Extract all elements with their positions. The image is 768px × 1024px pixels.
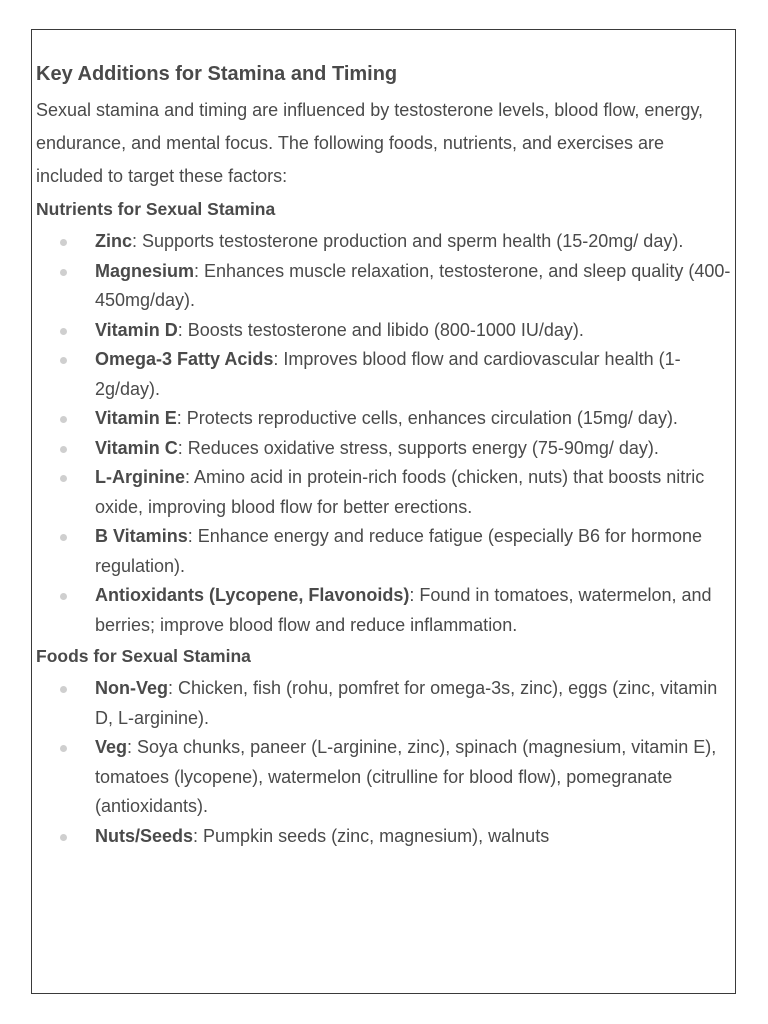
item-term: Vitamin E: [95, 408, 177, 428]
item-text: : Chicken, fish (rohu, pomfret for omega-3s, zinc), eggs (zinc, vitamin D, L-arginine).: [95, 678, 718, 728]
bullet-icon: [60, 534, 67, 541]
nutrients-list: [36, 227, 732, 640]
item-text: : Protects reproductive cells, enhances circulation (15mg/ day).: [176, 408, 678, 428]
item-term: Antioxidants (Lycopene, Flavonoids): [95, 585, 410, 605]
item-text: : Found in tomatoes, watermelon, and berries; improve blood flow and reduce inflammation.: [95, 585, 712, 635]
item-text: : Supports testosterone production and sperm health (15-20mg/ day).: [132, 231, 684, 251]
bullet-icon: [60, 239, 67, 246]
intro-paragraph: Sexual stamina and timing are influenced by testosterone levels, blood flow, energy, endurance, and mental focus. The following foods, nutrients, and exercises are included to target these factors:: [36, 100, 704, 186]
list-item: [36, 463, 732, 522]
bullet-icon: [60, 416, 67, 423]
item-term: Veg: [95, 737, 128, 757]
item-term: Nuts/Seeds: [95, 825, 194, 846]
item-term: Vitamin D: [95, 319, 178, 340]
item-text: : Reduces oxidative stress, supports energy (75-90mg/ day).: [177, 437, 659, 458]
item-text: : Enhances muscle relaxation, testosterone, and sleep quality (400-450mg/day).: [95, 260, 731, 310]
list-item: [36, 404, 732, 434]
item-term: Zinc: [95, 231, 133, 251]
item-term: B Vitamins: [95, 526, 188, 546]
bullet-icon: [60, 328, 67, 335]
list-item: [36, 522, 732, 581]
item-text: : Boosts testosterone and libido (800-1000 IU/day).: [177, 319, 584, 340]
list-item: [36, 257, 732, 316]
item-term: L-Arginine: [95, 467, 185, 487]
list-item: [36, 581, 732, 640]
item-term: Magnesium: [95, 260, 195, 281]
list-item: [36, 227, 732, 257]
bullet-icon: [60, 593, 67, 600]
item-term: Vitamin C: [95, 437, 178, 458]
bullet-icon: [60, 475, 67, 482]
list-item: [36, 345, 732, 404]
bullet-icon: [60, 269, 67, 276]
item-text: : Amino acid in protein-rich foods (chicken, nuts) that boosts nitric oxide, improving blood flow for better erections.: [95, 467, 705, 517]
list-item: [36, 316, 732, 346]
item-text: : Soya chunks, paneer (L-arginine, zinc), spinach (magnesium, vitamin E), tomatoes (lycopene), watermelon (citrulline for blood flow), pomegranate (antioxidants).: [95, 737, 717, 816]
foods-list: [36, 674, 732, 851]
bullet-icon: [60, 446, 67, 453]
nutrients-heading: Nutrients for Sexual Stamina: [36, 199, 276, 219]
item-term: Non-Veg: [95, 678, 169, 698]
bullet-icon: [60, 357, 67, 364]
bullet-icon: [60, 834, 67, 841]
foods-heading: Foods for Sexual Stamina: [36, 646, 251, 666]
section-heading: Key Additions for Stamina and Timing: [36, 63, 398, 85]
item-text: : Improves blood flow and cardiovascular health (1-2g/day).: [95, 349, 681, 399]
article-content: [36, 58, 732, 851]
list-item: [36, 674, 732, 733]
item-text: : Pumpkin seeds (zinc, magnesium), walnuts: [193, 825, 550, 846]
bullet-icon: [60, 686, 67, 693]
list-item: [36, 822, 732, 852]
item-text: : Enhance energy and reduce fatigue (especially B6 for hormone regulation).: [95, 526, 703, 576]
item-term: Omega-3 Fatty Acids: [95, 349, 274, 369]
bullet-icon: [60, 745, 67, 752]
list-item: [36, 434, 732, 464]
list-item: [36, 733, 732, 822]
